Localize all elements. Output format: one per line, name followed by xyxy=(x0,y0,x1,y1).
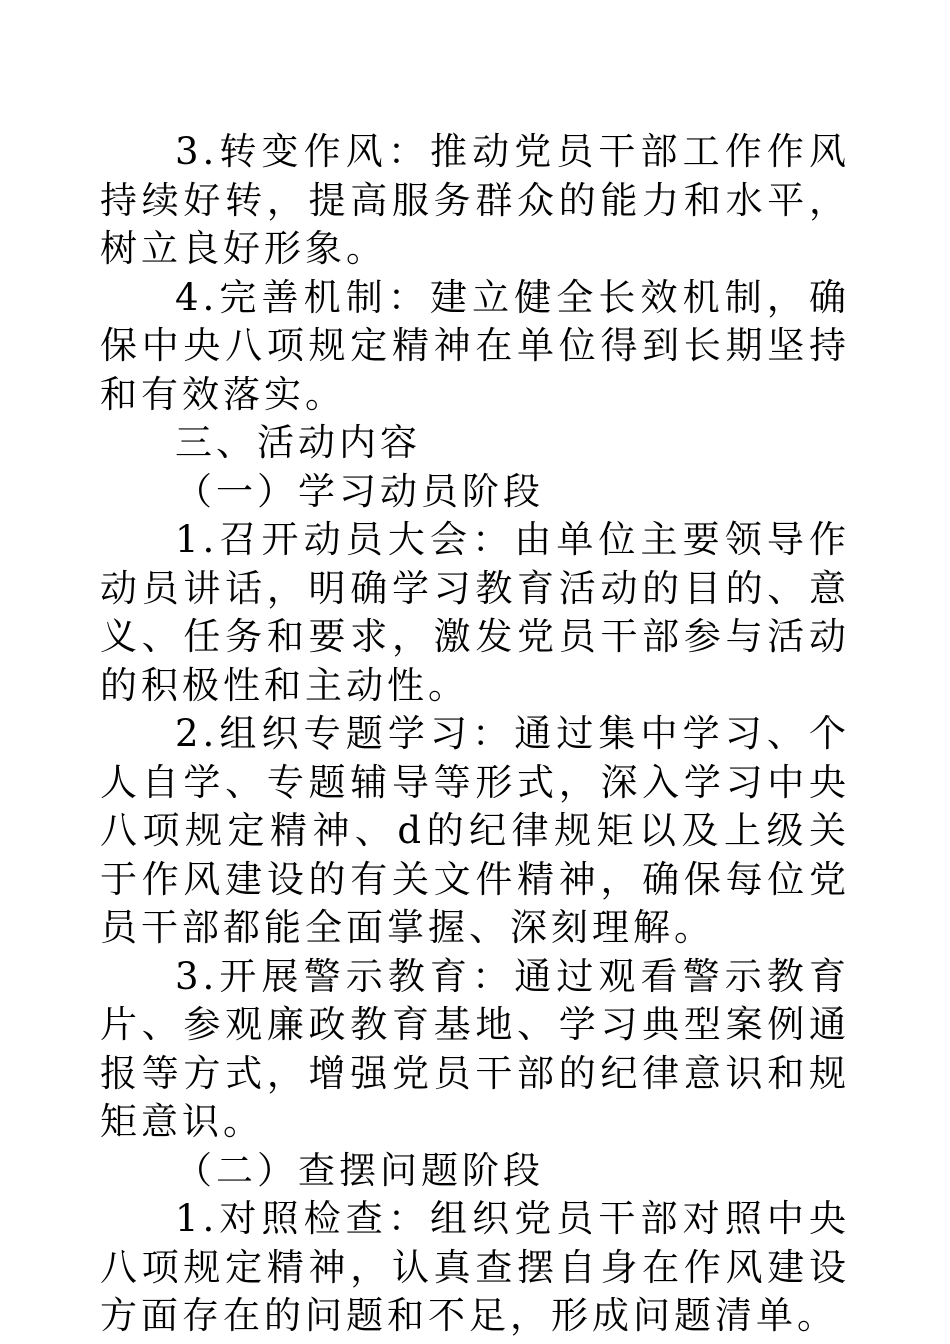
subsection-heading-problem-finding: （二）查摆问题阶段 xyxy=(175,1148,544,1192)
subsection-heading-study-mobilization: （一）学习动员阶段 xyxy=(175,469,544,513)
paragraph-improve-mechanism: 4.完善机制：建立健全长效机制，确保中央八项规定精神在单位得到长期坚持和有效落实。 xyxy=(100,275,850,416)
paragraph-self-check: 1.对照检查：组织党员干部对照中央八项规定精神，认真查摆自身在作风建设方面存在的问题和不足，形成问题清单。 xyxy=(100,1197,850,1337)
paragraph-improve-style: 3.转变作风：推动党员干部工作作风持续好转，提高服务群众的能力和水平，树立良好形象。 xyxy=(100,130,850,270)
paragraph-special-study: 2.组织专题学习：通过集中学习、个人自学、专题辅导等形式，深入学习中央八项规定精神、d的纪律规矩以及上级关于作风建设的有关文件精神，确保每位党员干部都能全面掌握、深刻理解。 xyxy=(100,712,850,949)
paragraph-warning-education: 3.开展警示教育：通过观看警示教育片、参观廉政教育基地、学习典型案例通报等方式，增强党员干部的纪律意识和规矩意识。 xyxy=(100,954,850,1143)
document-body xyxy=(100,128,850,1341)
section-heading-activity-content: 三、活动内容 xyxy=(175,421,421,464)
paragraph-mobilization-meeting: 1.召开动员大会：由单位主要领导作动员讲话，明确学习教育活动的目的、意义、任务和要求，激发党员干部参与活动的积极性和主动性。 xyxy=(100,518,850,707)
